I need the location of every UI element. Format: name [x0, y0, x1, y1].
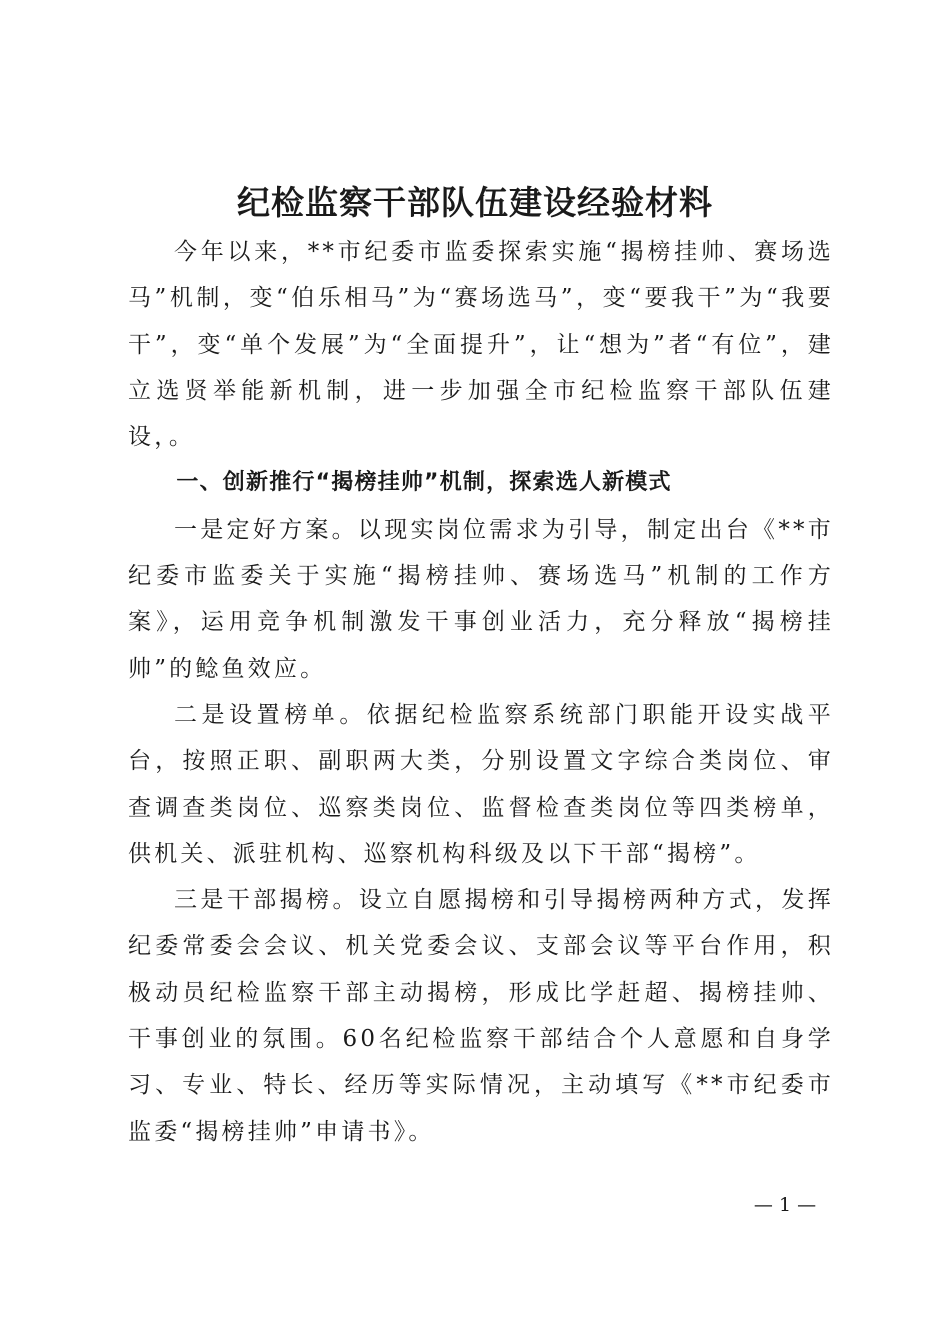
- paragraph-list: 二是设置榜单。依据纪检监察系统部门职能开设实战平台，按照正职、副职两大类，分别设置文字综合类岗位、审查调查类岗位、巡察类岗位、监督检查类岗位等四类榜单，供机关、派驻机构、巡察机构科级及以下干部“揭榜”。: [128, 701, 834, 867]
- intro-paragraph: 今年以来，**市纪委市监委探索实施“揭榜挂帅、赛场选马”机制，变“伯乐相马”为“赛场选马”，变“要我干”为“我要干”，变“单个发展”为“全面提升”，让“想为”者“有位”，建立选贤举能新机制，进一步加强全市纪检监察干部队伍建设，。: [128, 239, 834, 451]
- section-heading: 一、创新推行“揭榜挂帅”机制，探索选人新模式: [176, 470, 672, 496]
- paragraph-apply: 三是干部揭榜。设立自愿揭榜和引导揭榜两种方式，发挥纪委常委会会议、机关党委会议、支部会议等平台作用，积极动员纪检监察干部主动揭榜，形成比学赶超、揭榜挂帅、干事创业的氛围。60名纪检监察干部结合个人意愿和自身学习、专业、特长、经历等实际情况，主动填写《**市纪委市监委“揭榜挂帅”申请书》。: [128, 887, 834, 1145]
- page-number: — 1 —: [753, 1194, 817, 1216]
- paragraph-plan: 一是定好方案。以现实岗位需求为引导，制定出台《**市纪委市监委关于实施“揭榜挂帅、赛场选马”机制的工作方案》，运用竞争机制激发干事创业活力，充分释放“揭榜挂帅”的鲶鱼效应。: [128, 516, 834, 682]
- document-body: [128, 229, 834, 1155]
- document-title: 纪检监察干部队伍建设经验材料: [237, 183, 713, 222]
